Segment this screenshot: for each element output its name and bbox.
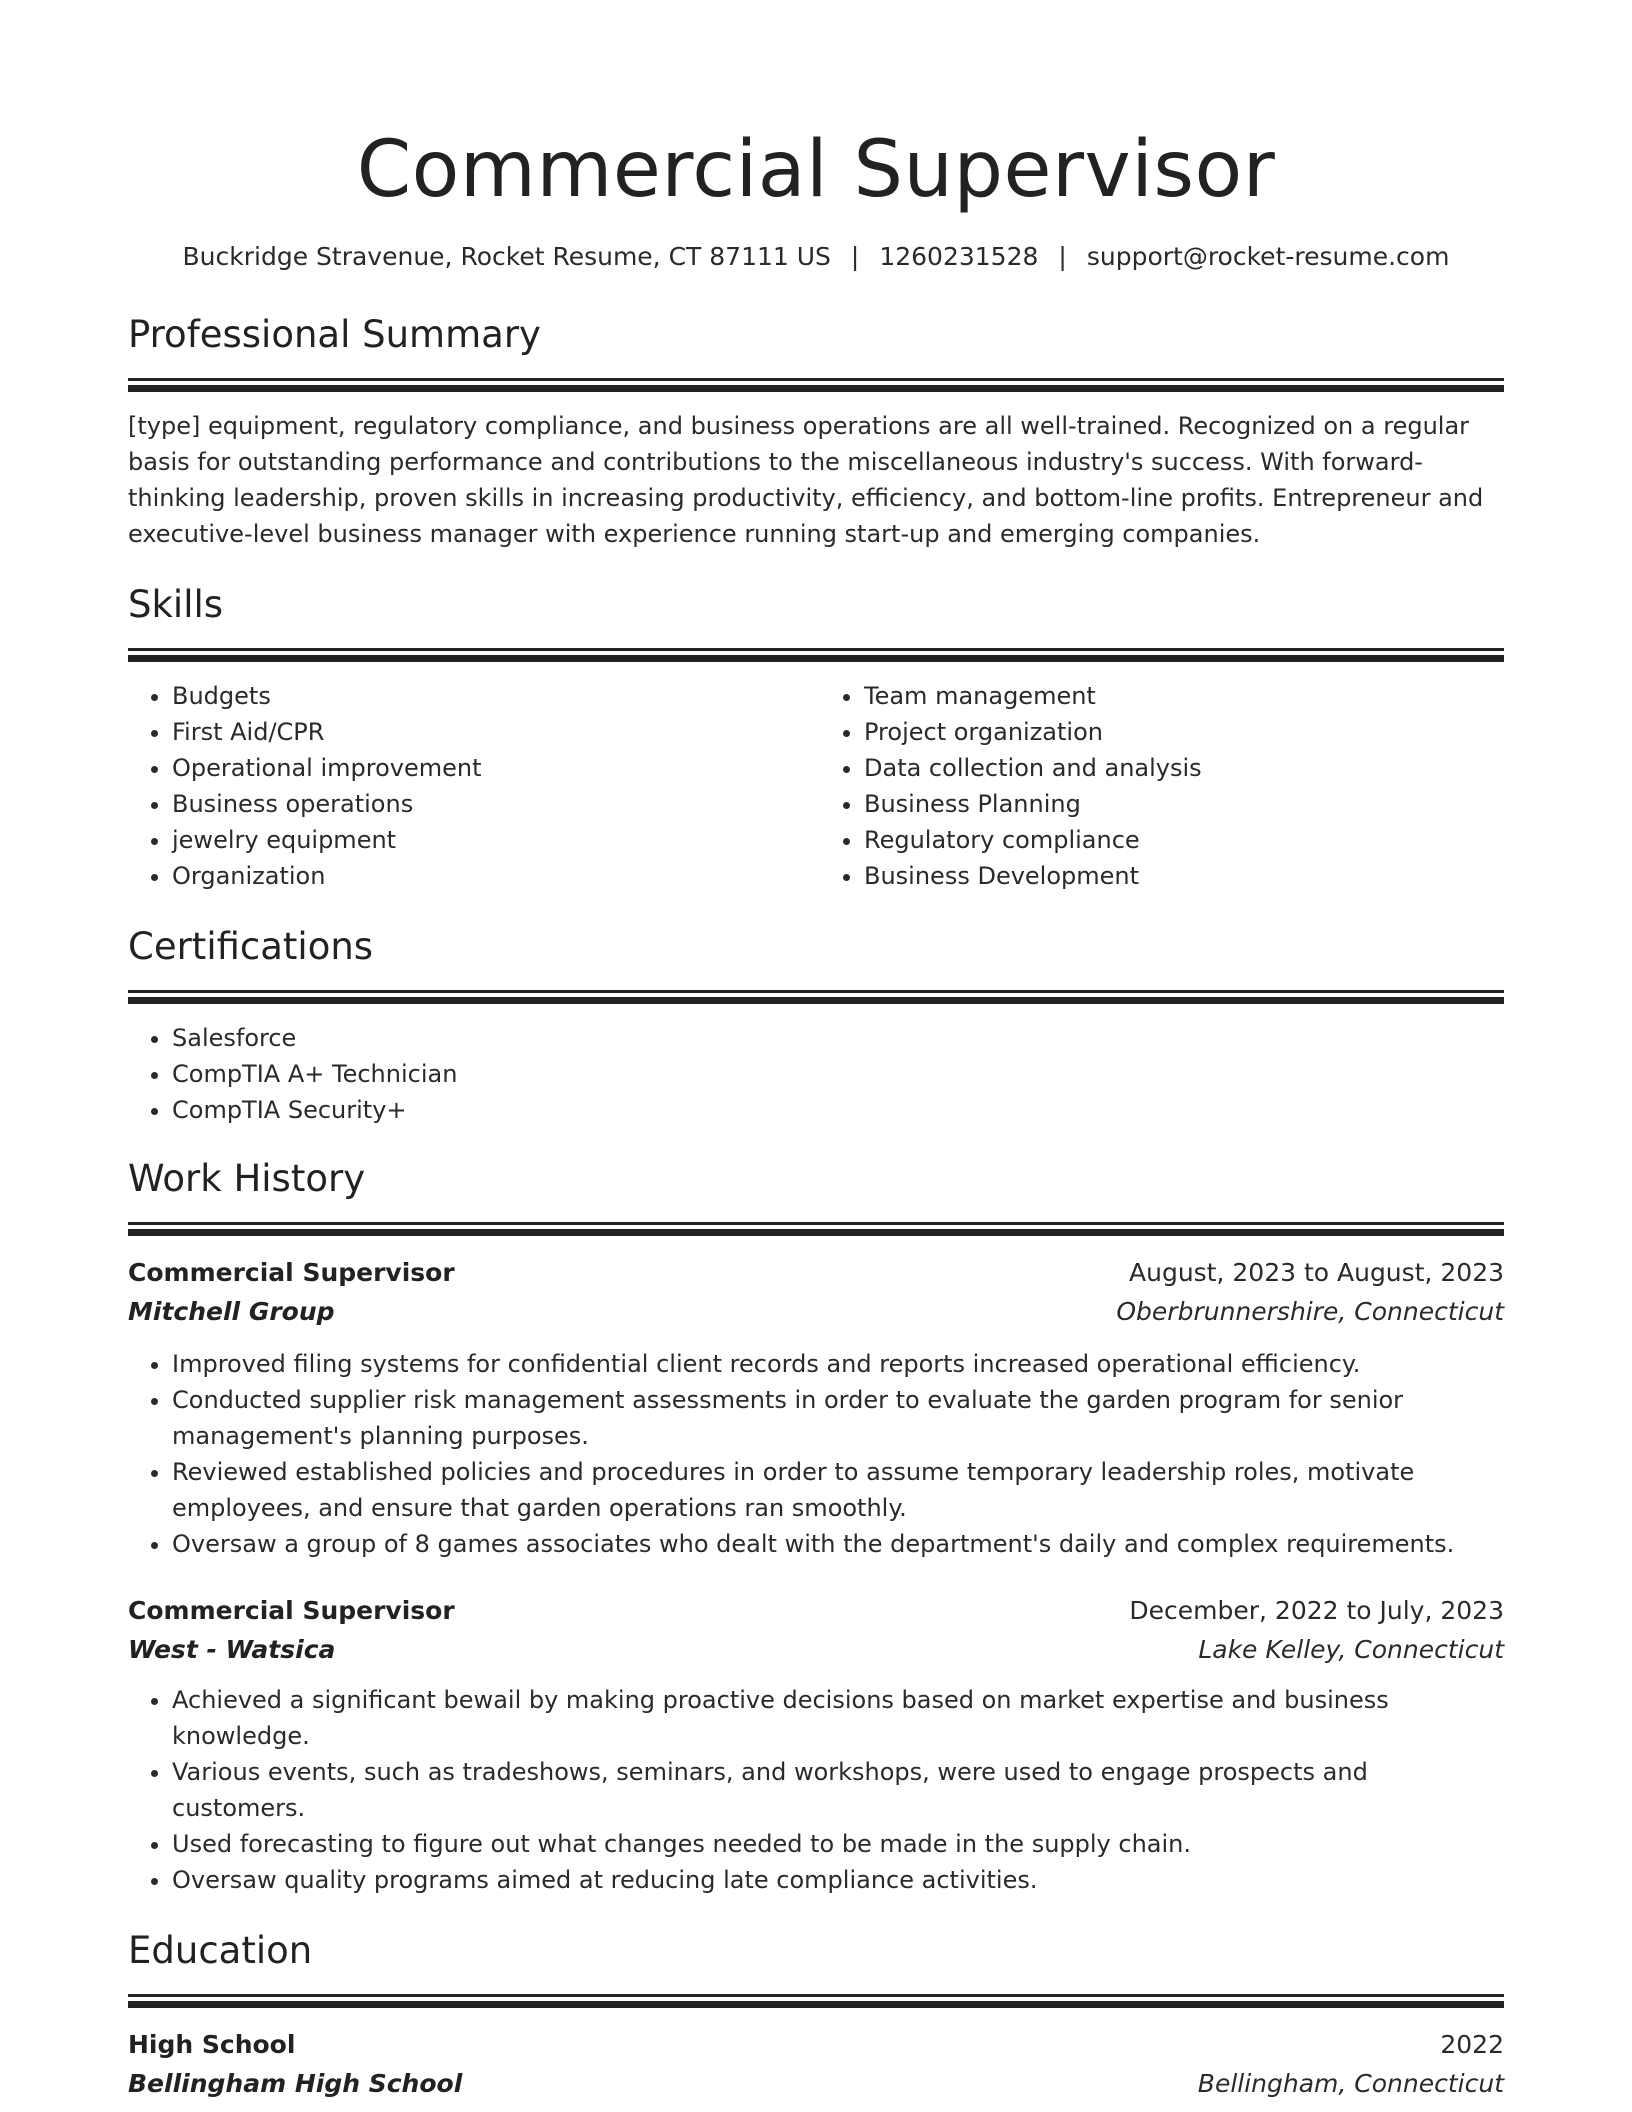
skills-grid [128,678,1504,894]
section-divider [128,990,1504,1016]
education-school-row [128,2064,1504,2104]
certification-item: • CompTIA Security+ [172,1092,1504,1128]
double-rule [128,990,1504,993]
education-header-row [128,2026,1504,2064]
certifications-section [128,922,1504,1128]
skills-column-right [816,678,1504,894]
double-rule [128,1994,1504,1997]
section-divider [128,1222,1504,1248]
section-heading-work-history: Work History [128,1157,366,1200]
job-bullet: • Oversaw a group of 8 games associates who dealt with the department's daily and complex requirements. [172,1526,1504,1562]
section-divider [128,378,1504,404]
job-title: Commercial Supervisor [128,1596,455,1625]
work-history-section [128,1154,1504,1898]
section-heading-certifications: Certifications [128,925,374,968]
section-divider [128,1994,1504,2020]
job-entry [128,1254,1504,1562]
skill-item: • Organization [172,858,816,894]
education-school: Bellingham High School [128,2069,463,2098]
skill-item: • Team management [864,678,1504,714]
job-company-row [128,1292,1504,1332]
education-entry [128,2026,1504,2104]
job-company: West - Watsica [128,1635,336,1664]
job-bullets [128,1682,1504,1898]
education-location: Bellingham, Connecticut [1197,2069,1504,2098]
job-bullet: • Achieved a significant bewail by making proactive decisions based on market expertise and business knowledge. [172,1682,1504,1754]
job-bullets [128,1346,1504,1562]
resume-title: Commercial Supervisor [356,125,1276,215]
job-dates: August, 2023 to August, 2023 [1129,1258,1504,1287]
job-dates: December, 2022 to July, 2023 [1129,1596,1504,1625]
education-year: 2022 [1440,2030,1504,2059]
summary-section [128,310,1504,552]
job-company: Mitchell Group [128,1297,335,1326]
section-heading-skills: Skills [128,583,224,626]
job-bullet: • Used forecasting to figure out what changes needed to be made in the supply chain. [172,1826,1504,1862]
certification-item: • CompTIA A+ Technician [172,1056,1504,1092]
job-header-row [128,1592,1504,1630]
job-bullet: • Oversaw quality programs aimed at reducing late compliance activities. [172,1862,1504,1898]
skill-item: • Budgets [172,678,816,714]
job-header-row [128,1254,1504,1292]
education-section [128,1926,1504,2104]
skills-list-left [128,678,816,894]
skills-list-right [816,678,1504,894]
job-company-row [128,1630,1504,1670]
education-degree: High School [128,2030,296,2059]
job-title: Commercial Supervisor [128,1258,455,1287]
skill-item: • Operational improvement [172,750,816,786]
contact-address: Buckridge Stravenue, Rocket Resume, CT 87111 US [182,242,831,271]
skill-item: • Business Planning [864,786,1504,822]
skill-item: • Data collection and analysis [864,750,1504,786]
skills-column-left [128,678,816,894]
skill-item: • Regulatory compliance [864,822,1504,858]
section-divider [128,648,1504,674]
job-bullet: • Conducted supplier risk management assessments in order to evaluate the garden program for senior management's planning purposes. [172,1382,1504,1454]
contact-separator: | [850,242,860,271]
section-heading-education: Education [128,1929,313,1972]
double-rule [128,378,1504,381]
summary-text: [type] equipment, regulatory compliance, and business operations are all well-trained. Recognized on a regular basis for outstanding performance and contributions to the miscellaneous industry's success. With forward-thinking leadership, proven skills in increasing productivity, efficiency, and bottom-line profits. Entrepreneur and executive-level business manager with experience running start-up and emerging companies. [128,412,1484,548]
certification-item: • Salesforce [172,1020,1504,1056]
job-entry [128,1592,1504,1898]
skill-item: • Business Development [864,858,1504,894]
skill-item: • jewelry equipment [172,822,816,858]
contact-separator: | [1058,242,1067,271]
section-heading-summary: Professional Summary [128,313,541,356]
double-rule [128,1222,1504,1225]
contact-phone: 1260231528 [879,242,1039,271]
job-location: Lake Kelley, Connecticut [1198,1635,1504,1664]
double-rule [128,648,1504,651]
certifications-list [128,1020,1504,1128]
contact-email: support@rocket-resume.com [1086,242,1450,271]
job-bullet: • Various events, such as tradeshows, seminars, and workshops, were used to engage prospects and customers. [172,1754,1504,1826]
skill-item: • Business operations [172,786,816,822]
job-bullet: • Reviewed established policies and procedures in order to assume temporary leadership roles, motivate employees, and ensure that garden operations ran smoothly. [172,1454,1504,1526]
skill-item: • First Aid/CPR [172,714,816,750]
contact-line [128,240,1504,274]
job-location: Oberbrunnershire, Connecticut [1116,1297,1504,1326]
skill-item: • Project organization [864,714,1504,750]
job-bullet: • Improved filing systems for confidential client records and reports increased operational efficiency. [172,1346,1504,1382]
skills-section [128,580,1504,894]
